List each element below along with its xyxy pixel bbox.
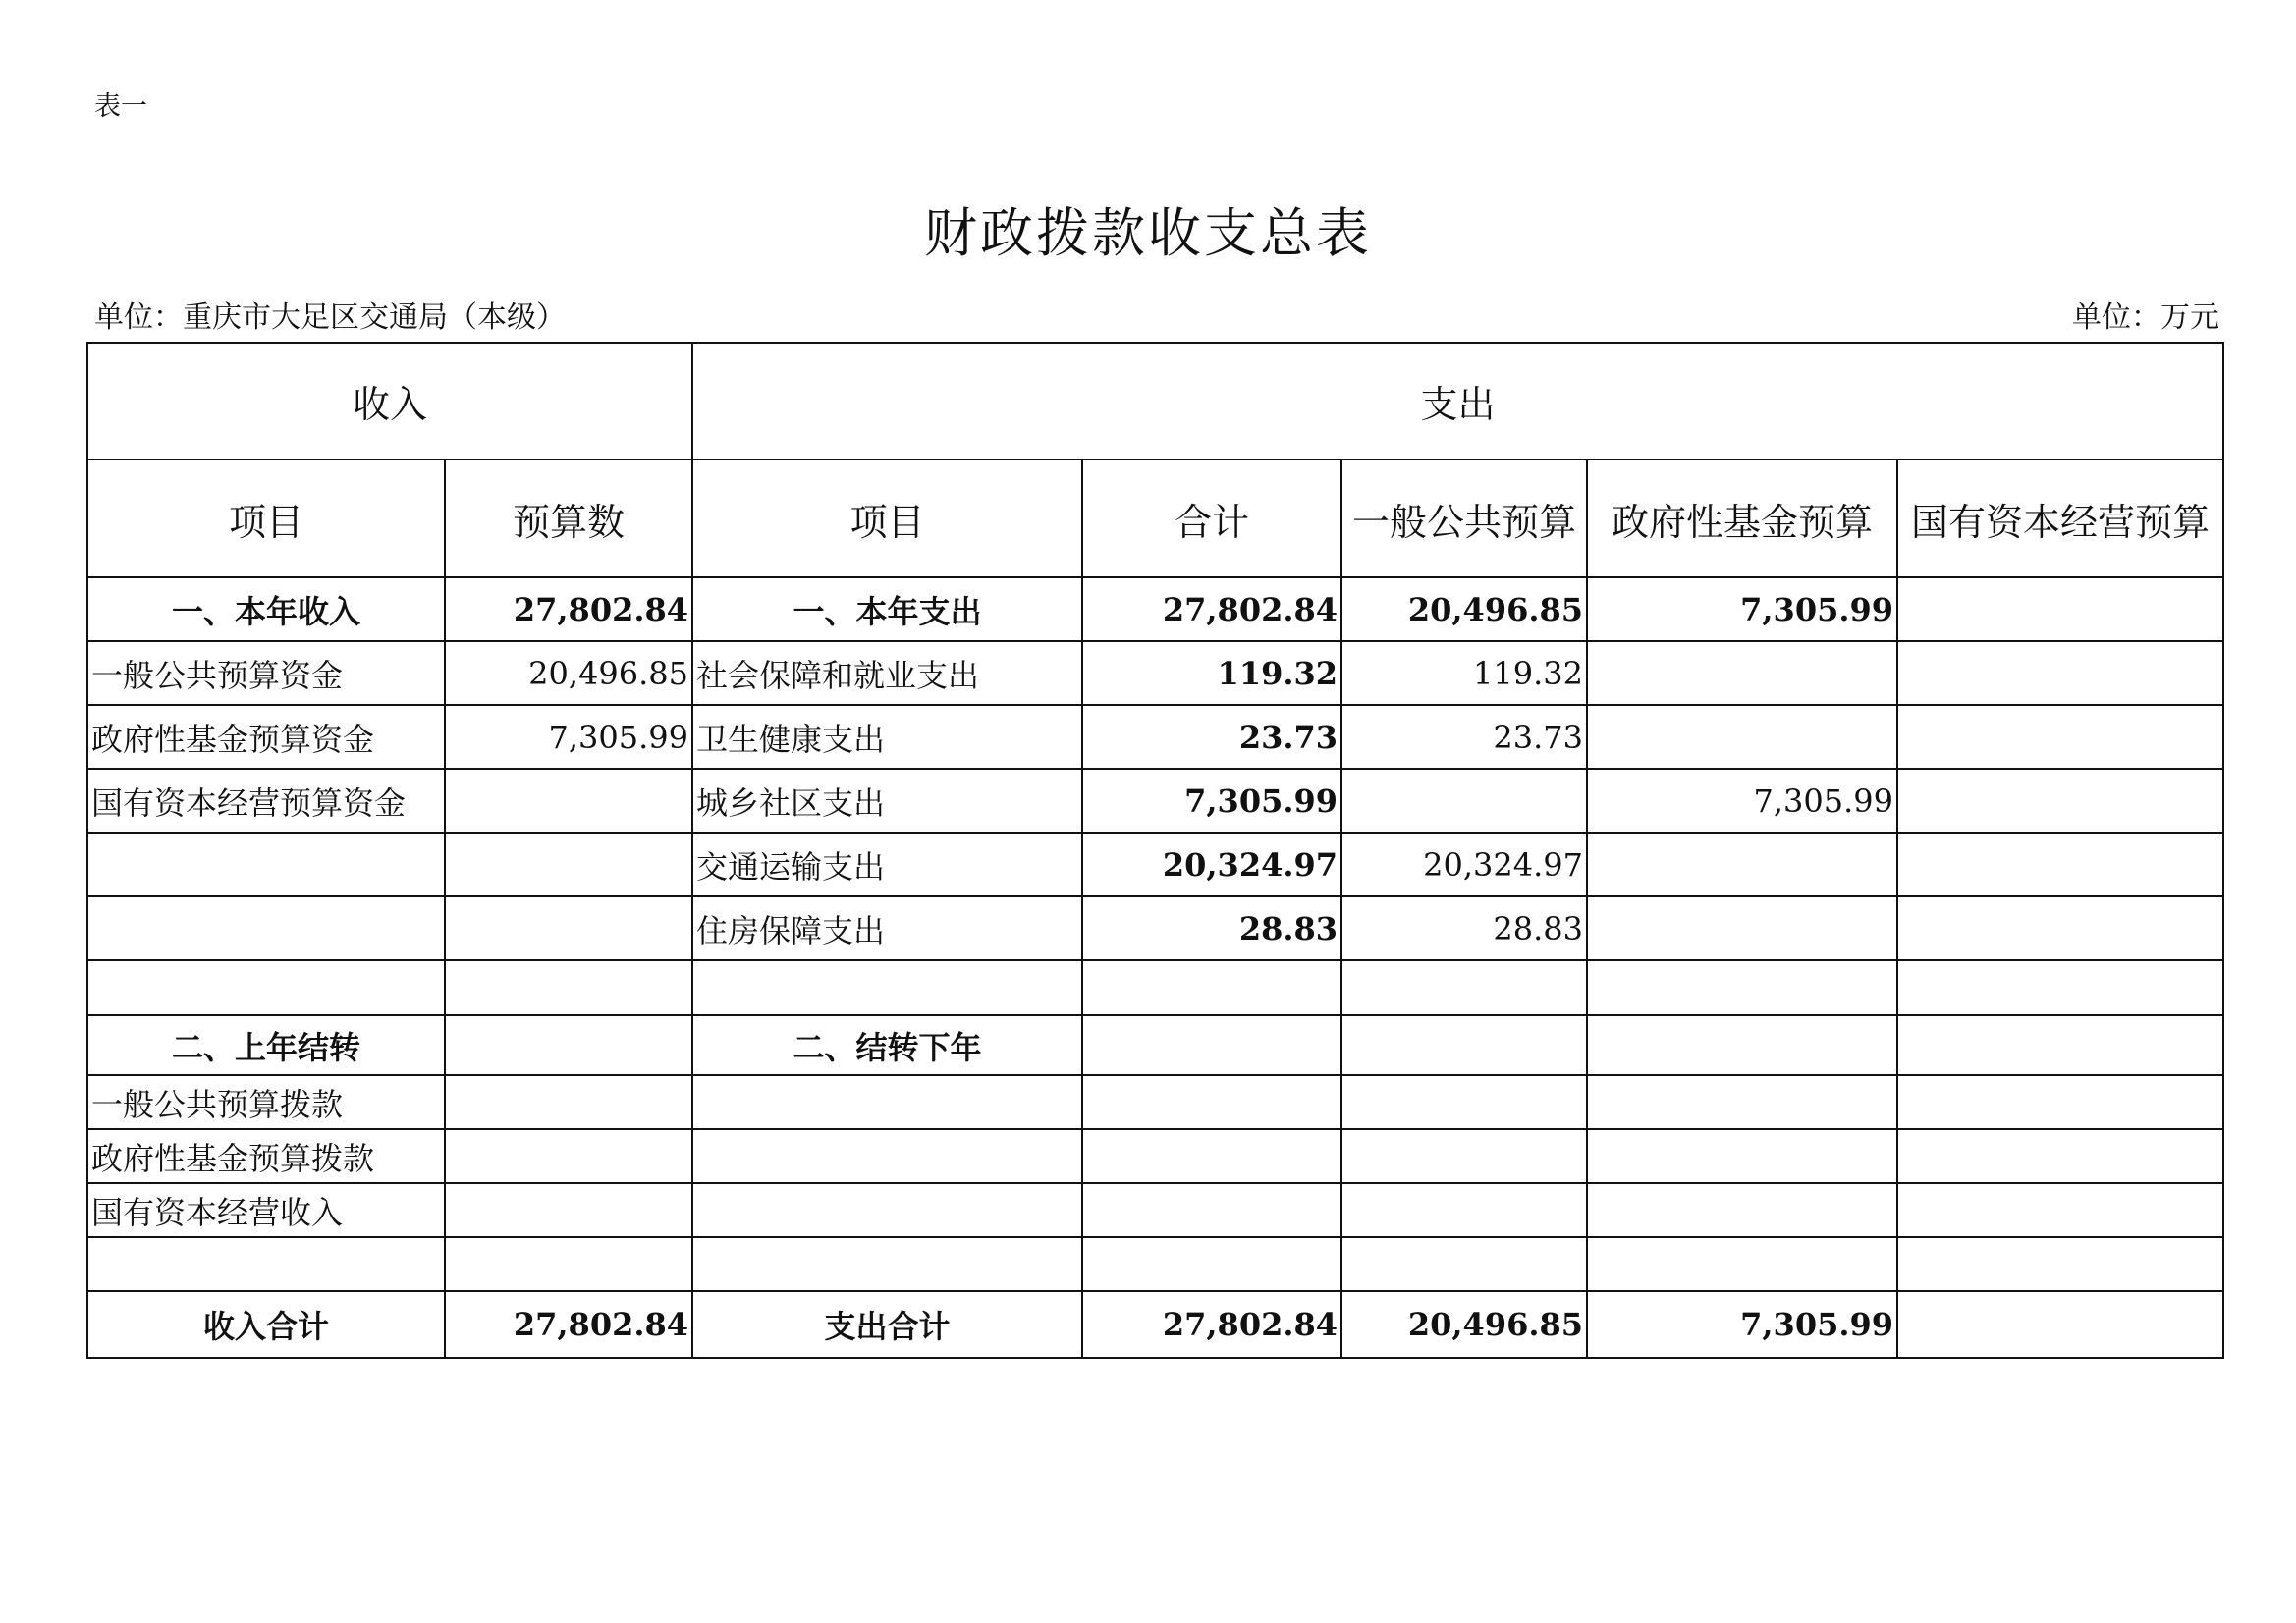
total-amount: 20,324.97	[1082, 833, 1341, 896]
table-row	[87, 577, 2223, 641]
general-budget-amount	[1341, 1237, 1587, 1291]
state-capital-amount	[1897, 641, 2223, 705]
income-amount	[445, 769, 692, 833]
gov-fund-amount	[1587, 1183, 1897, 1237]
total-amount	[1082, 1075, 1341, 1129]
page-title: 财政拨款收支总表	[924, 202, 1372, 264]
expense-item: 二、结转下年	[692, 1015, 1082, 1075]
income-amount: 20,496.85	[445, 641, 692, 705]
state-capital-amount	[1897, 1291, 2223, 1358]
income-item	[87, 833, 445, 896]
general-budget-amount: 20,496.85	[1341, 1291, 1587, 1358]
total-amount: 27,802.84	[1082, 1291, 1341, 1358]
gov-fund-amount: 7,305.99	[1587, 577, 1897, 641]
general-budget-amount	[1341, 769, 1587, 833]
income-item: 一般公共预算资金	[87, 641, 445, 705]
expense-group-header: 支出	[692, 343, 2223, 460]
table-row	[87, 1129, 2223, 1183]
expense-total-label: 支出合计	[692, 1291, 1082, 1358]
gov-fund-amount	[1587, 641, 1897, 705]
income-total-label: 收入合计	[87, 1291, 445, 1358]
totals-row	[87, 1291, 2223, 1358]
income-item	[87, 1237, 445, 1291]
state-capital-budget-header: 国有资本经营预算	[1897, 460, 2223, 577]
total-amount	[1082, 1129, 1341, 1183]
income-amount	[445, 960, 692, 1015]
expense-item	[692, 1129, 1082, 1183]
income-amount	[445, 1075, 692, 1129]
table-label: 表一	[94, 91, 147, 122]
general-budget-amount	[1341, 1183, 1587, 1237]
table-row	[87, 1237, 2223, 1291]
general-budget-amount: 20,324.97	[1341, 833, 1587, 896]
income-amount	[445, 1129, 692, 1183]
income-amount	[445, 1237, 692, 1291]
state-capital-amount	[1897, 705, 2223, 769]
income-item: 一、本年收入	[87, 577, 445, 641]
table-row	[87, 641, 2223, 705]
gov-fund-amount	[1587, 1075, 1897, 1129]
budget-table	[86, 342, 2224, 1359]
total-amount	[1082, 1015, 1341, 1075]
income-item: 国有资本经营收入	[87, 1183, 445, 1237]
general-budget-amount: 28.83	[1341, 896, 1587, 960]
header-row-groups	[87, 343, 2223, 460]
table-row	[87, 705, 2223, 769]
income-amount: 7,305.99	[445, 705, 692, 769]
state-capital-amount	[1897, 1075, 2223, 1129]
expense-item: 社会保障和就业支出	[692, 641, 1082, 705]
income-amount	[445, 833, 692, 896]
income-item	[87, 960, 445, 1015]
general-budget-amount	[1341, 960, 1587, 1015]
income-item: 二、上年结转	[87, 1015, 445, 1075]
expense-item	[692, 1183, 1082, 1237]
general-budget-header: 一般公共预算	[1341, 460, 1587, 577]
general-budget-amount	[1341, 1015, 1587, 1075]
table-row	[87, 1015, 2223, 1075]
state-capital-amount	[1897, 833, 2223, 896]
expense-item: 城乡社区支出	[692, 769, 1082, 833]
income-amount: 27,802.84	[445, 577, 692, 641]
total-amount: 28.83	[1082, 896, 1341, 960]
total-amount	[1082, 1183, 1341, 1237]
expense-item-header: 项目	[692, 460, 1082, 577]
state-capital-amount	[1897, 769, 2223, 833]
gov-fund-amount: 7,305.99	[1587, 1291, 1897, 1358]
general-budget-amount: 23.73	[1341, 705, 1587, 769]
gov-fund-amount	[1587, 833, 1897, 896]
unit-currency: 单位：万元	[2072, 300, 2219, 335]
expense-item	[692, 1075, 1082, 1129]
income-item: 国有资本经营预算资金	[87, 769, 445, 833]
total-amount: 119.32	[1082, 641, 1341, 705]
header-row-columns	[87, 460, 2223, 577]
income-budget-header: 预算数	[445, 460, 692, 577]
unit-organization: 单位：重庆市大足区交通局（本级）	[94, 300, 566, 335]
state-capital-amount	[1897, 1183, 2223, 1237]
gov-fund-amount: 7,305.99	[1587, 769, 1897, 833]
expense-item	[692, 960, 1082, 1015]
general-budget-amount	[1341, 1075, 1587, 1129]
total-amount	[1082, 1237, 1341, 1291]
general-budget-amount: 119.32	[1341, 641, 1587, 705]
income-group-header: 收入	[87, 343, 692, 460]
expense-item	[692, 1237, 1082, 1291]
expense-item: 住房保障支出	[692, 896, 1082, 960]
table-row	[87, 833, 2223, 896]
general-budget-amount: 20,496.85	[1341, 577, 1587, 641]
expense-item: 一、本年支出	[692, 577, 1082, 641]
table-row	[87, 1183, 2223, 1237]
state-capital-amount	[1897, 960, 2223, 1015]
table-row	[87, 769, 2223, 833]
gov-fund-amount	[1587, 896, 1897, 960]
income-amount	[445, 1183, 692, 1237]
expense-item: 交通运输支出	[692, 833, 1082, 896]
total-amount: 23.73	[1082, 705, 1341, 769]
income-total-amount: 27,802.84	[445, 1291, 692, 1358]
gov-fund-amount	[1587, 705, 1897, 769]
income-item-header: 项目	[87, 460, 445, 577]
table-row	[87, 960, 2223, 1015]
state-capital-amount	[1897, 1129, 2223, 1183]
state-capital-amount	[1897, 1237, 2223, 1291]
total-amount: 7,305.99	[1082, 769, 1341, 833]
state-capital-amount	[1897, 896, 2223, 960]
income-amount	[445, 896, 692, 960]
gov-fund-amount	[1587, 960, 1897, 1015]
income-amount	[445, 1015, 692, 1075]
gov-fund-amount	[1587, 1129, 1897, 1183]
total-header: 合计	[1082, 460, 1341, 577]
income-item: 一般公共预算拨款	[87, 1075, 445, 1129]
state-capital-amount	[1897, 577, 2223, 641]
table-row	[87, 896, 2223, 960]
total-amount	[1082, 960, 1341, 1015]
total-amount: 27,802.84	[1082, 577, 1341, 641]
gov-fund-amount	[1587, 1237, 1897, 1291]
gov-fund-budget-header: 政府性基金预算	[1587, 460, 1897, 577]
general-budget-amount	[1341, 1129, 1587, 1183]
table-row	[87, 1075, 2223, 1129]
income-item: 政府性基金预算拨款	[87, 1129, 445, 1183]
state-capital-amount	[1897, 1015, 2223, 1075]
expense-item: 卫生健康支出	[692, 705, 1082, 769]
income-item	[87, 896, 445, 960]
income-item: 政府性基金预算资金	[87, 705, 445, 769]
gov-fund-amount	[1587, 1015, 1897, 1075]
